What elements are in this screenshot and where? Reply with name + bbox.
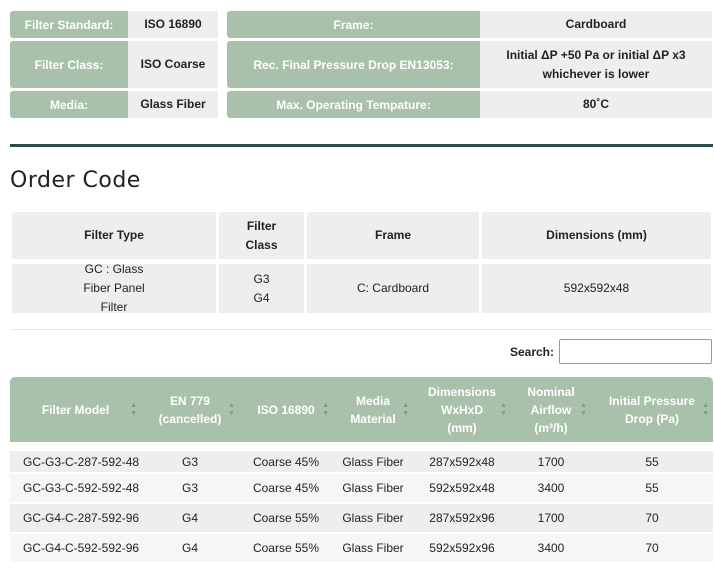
- column-header-en779[interactable]: [141, 377, 239, 442]
- spec-label: Filter Class:: [10, 41, 128, 88]
- order-code-cell: 592x592x48: [482, 264, 711, 313]
- column-header-label: Filter Model: [41, 402, 110, 417]
- spec-label: Media:: [10, 91, 128, 118]
- products-table-header: [10, 377, 713, 442]
- order-code-header-cell: Filter Class: [219, 212, 307, 259]
- spec-label: Frame:: [227, 11, 480, 38]
- spec-value: Glass Fiber: [128, 91, 218, 118]
- table-row: [10, 532, 713, 562]
- table-cell: G3: [181, 481, 198, 495]
- sort-icon: ▲ ▼: [500, 401, 507, 417]
- order-code-cell: C: Cardboard: [307, 264, 482, 313]
- spec-value: 80˚C: [480, 91, 712, 118]
- table-row: [10, 442, 713, 472]
- order-code-table: [12, 212, 711, 313]
- order-code-row: [12, 259, 711, 313]
- separator: [10, 329, 713, 330]
- spec-row: [10, 91, 712, 118]
- table-cell: Glass Fiber: [342, 511, 404, 525]
- order-code-header-cell: Frame: [307, 212, 482, 259]
- column-header-label: EN 779 (cancelled): [158, 393, 222, 426]
- table-cell: 70: [645, 511, 659, 525]
- search-input[interactable]: [559, 339, 712, 364]
- spec-row: [10, 41, 712, 88]
- order-code-header: [12, 212, 711, 259]
- column-header-label: ISO 16890: [257, 402, 315, 417]
- table-cell: 70: [645, 541, 659, 555]
- column-header-label: Media Material: [350, 393, 396, 426]
- sort-icon: ▲ ▼: [322, 401, 329, 417]
- table-cell: Coarse 45%: [252, 454, 320, 469]
- table-row: [10, 502, 713, 532]
- spec-value: Initial ΔP +50 Pa or initial ΔP x3 whichever is lower: [480, 41, 712, 88]
- spec-table: [10, 11, 712, 121]
- table-cell: 287x592x48: [429, 454, 495, 469]
- spec-value: Cardboard: [480, 11, 712, 38]
- spec-label: Max. Operating Tempature:: [227, 91, 480, 118]
- order-code-header-cell: Filter Type: [12, 212, 219, 259]
- section-divider: [10, 144, 713, 147]
- table-cell: G3: [181, 454, 198, 469]
- table-cell: GC-G4-C-592-592-96: [23, 541, 140, 555]
- table-cell: 3400: [537, 481, 565, 495]
- table-cell: Coarse 55%: [252, 541, 320, 555]
- table-cell: 592x592x96: [429, 541, 495, 555]
- column-header-media-material[interactable]: [333, 377, 413, 442]
- table-cell: 3400: [537, 541, 565, 555]
- table-cell: G4: [181, 541, 198, 555]
- table-cell: Coarse 45%: [252, 481, 320, 495]
- sort-icon: ▲ ▼: [402, 401, 409, 417]
- order-code-cell: [219, 264, 307, 313]
- spec-row: [10, 11, 712, 38]
- table-cell: 1700: [537, 511, 565, 525]
- table-cell: 55: [645, 481, 659, 495]
- order-code-title: Order Code: [10, 168, 141, 193]
- filter-class-value: G4: [253, 290, 270, 305]
- column-header-nominal-airflow[interactable]: [511, 377, 591, 442]
- column-header-filter-model[interactable]: [10, 377, 141, 442]
- filter-class-value: G3: [253, 271, 270, 286]
- table-cell: G4: [181, 511, 198, 525]
- spec-value: ISO 16890: [128, 11, 218, 38]
- products-table: [10, 377, 713, 562]
- column-header-label: Dimensions WxHxD (mm): [428, 384, 497, 435]
- table-cell: Coarse 55%: [252, 511, 320, 525]
- search-label: Search:: [509, 344, 554, 359]
- table-row: [10, 472, 713, 502]
- order-code-header-cell: Dimensions (mm): [482, 212, 711, 259]
- table-cell: Glass Fiber: [342, 481, 404, 495]
- table-cell: 287x592x96: [429, 511, 495, 525]
- search-box: [510, 339, 712, 364]
- sort-icon: ▲ ▼: [580, 401, 587, 417]
- sort-icon: ▲ ▼: [130, 401, 137, 417]
- table-cell: GC-G4-C-287-592-96: [23, 511, 140, 525]
- spec-value: ISO Coarse: [128, 41, 218, 88]
- table-cell: 55: [645, 454, 659, 469]
- table-cell: GC-G3-C-592-592-48: [23, 481, 140, 495]
- table-cell: Glass Fiber: [342, 541, 404, 555]
- order-code-cell: GC : Glass Fiber Panel Filter: [12, 264, 219, 313]
- table-cell: GC-G3-C-287-592-48: [23, 454, 140, 469]
- column-header-initial-pressure-drop[interactable]: [591, 377, 713, 442]
- column-header-iso16890[interactable]: [239, 377, 333, 442]
- sort-icon: ▲ ▼: [228, 401, 235, 417]
- table-cell: 592x592x48: [429, 481, 495, 495]
- spec-label: Rec. Final Pressure Drop EN13053:: [227, 41, 480, 88]
- column-header-dimensions[interactable]: [413, 377, 511, 442]
- spec-label: Filter Standard:: [10, 11, 128, 38]
- column-header-label: Initial Pressure Drop (Pa): [608, 393, 696, 426]
- table-cell: 1700: [537, 454, 565, 469]
- table-cell: Glass Fiber: [342, 454, 404, 469]
- sort-icon: ▲ ▼: [702, 401, 709, 417]
- column-header-label: Nominal Airflow (m³/h): [527, 384, 575, 435]
